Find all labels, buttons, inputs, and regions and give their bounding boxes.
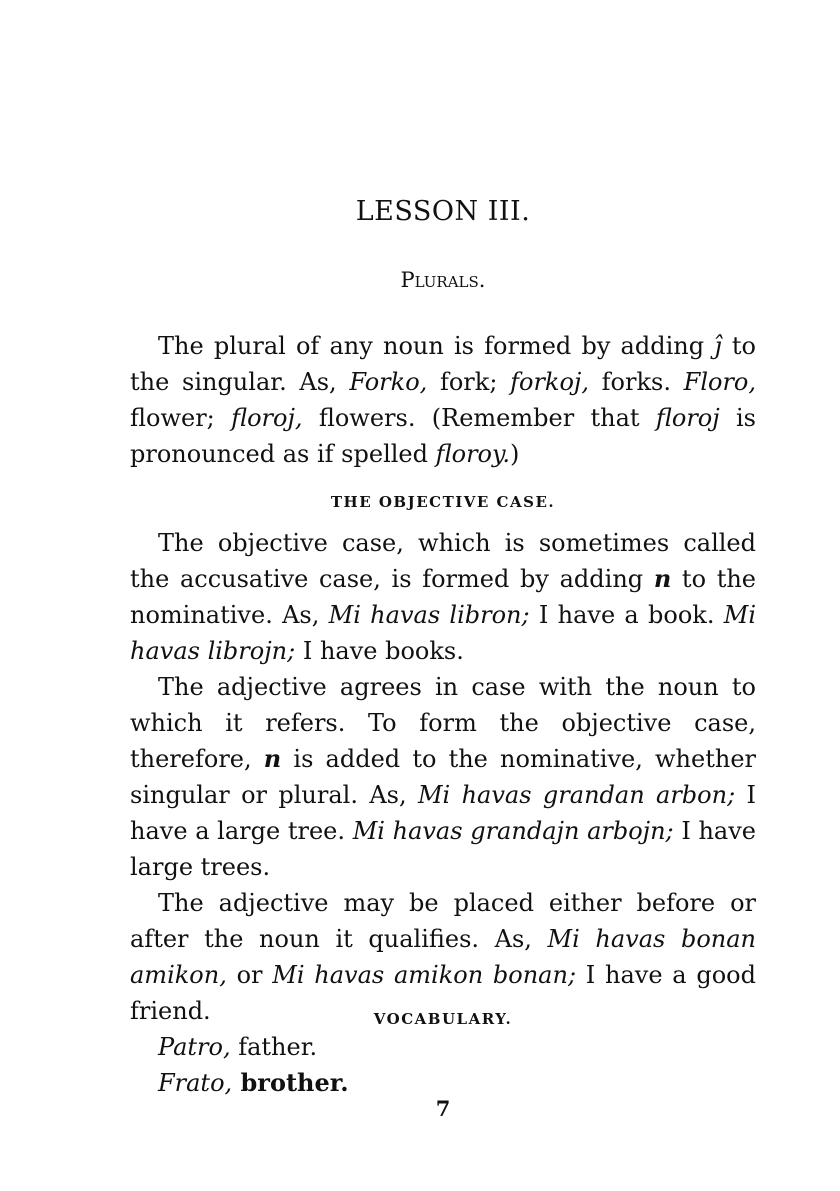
objective-case-heading: THE OBJECTIVE CASE. (330, 493, 556, 511)
adjective-position-paragraph: The adjective may be placed either before or after the noun it qualifies. As, Mi havas bonan amikon, or Mi havas amikon bonan; I have a good friend. (130, 889, 756, 1025)
vocabulary-item (130, 1029, 756, 1065)
plural-paragraph: The plural of any noun is formed by adding ĵ to the singular. As, Forko, fork; forkoj, forks. Floro, flower; floroj, flowers. (Remember that floroj is pronounced as if spelled floroy.) (130, 332, 756, 468)
vocabulary-word: Frato, (158, 1069, 233, 1097)
vocabulary-heading: VOCABULARY. (373, 1010, 513, 1028)
adjective-case-paragraph: The adjective agrees in case with the noun to which it refers. To form the objective case, therefore, n is added to the nominative, whether singular or plural. As, Mi havas grandan arbon; I have a large tree. Mi havas grandajn arbojn; I have large trees. (130, 673, 757, 881)
objective-case-paragraph: The objective case, which is sometimes called the accusative case, is formed by adding n to the nominative. As, Mi havas libron; I have a book. Mi havas librojn; I have books. (130, 529, 756, 665)
vocabulary-meaning: father. (230, 1033, 318, 1061)
vocabulary-meaning: brother. (232, 1068, 349, 1097)
vocabulary-word: Patro, (158, 1033, 231, 1061)
page-number: 7 (435, 1096, 451, 1121)
section-title: Plurals. (400, 268, 486, 292)
vocabulary-list (130, 1029, 756, 1101)
lesson-title: LESSON III. (355, 196, 531, 227)
